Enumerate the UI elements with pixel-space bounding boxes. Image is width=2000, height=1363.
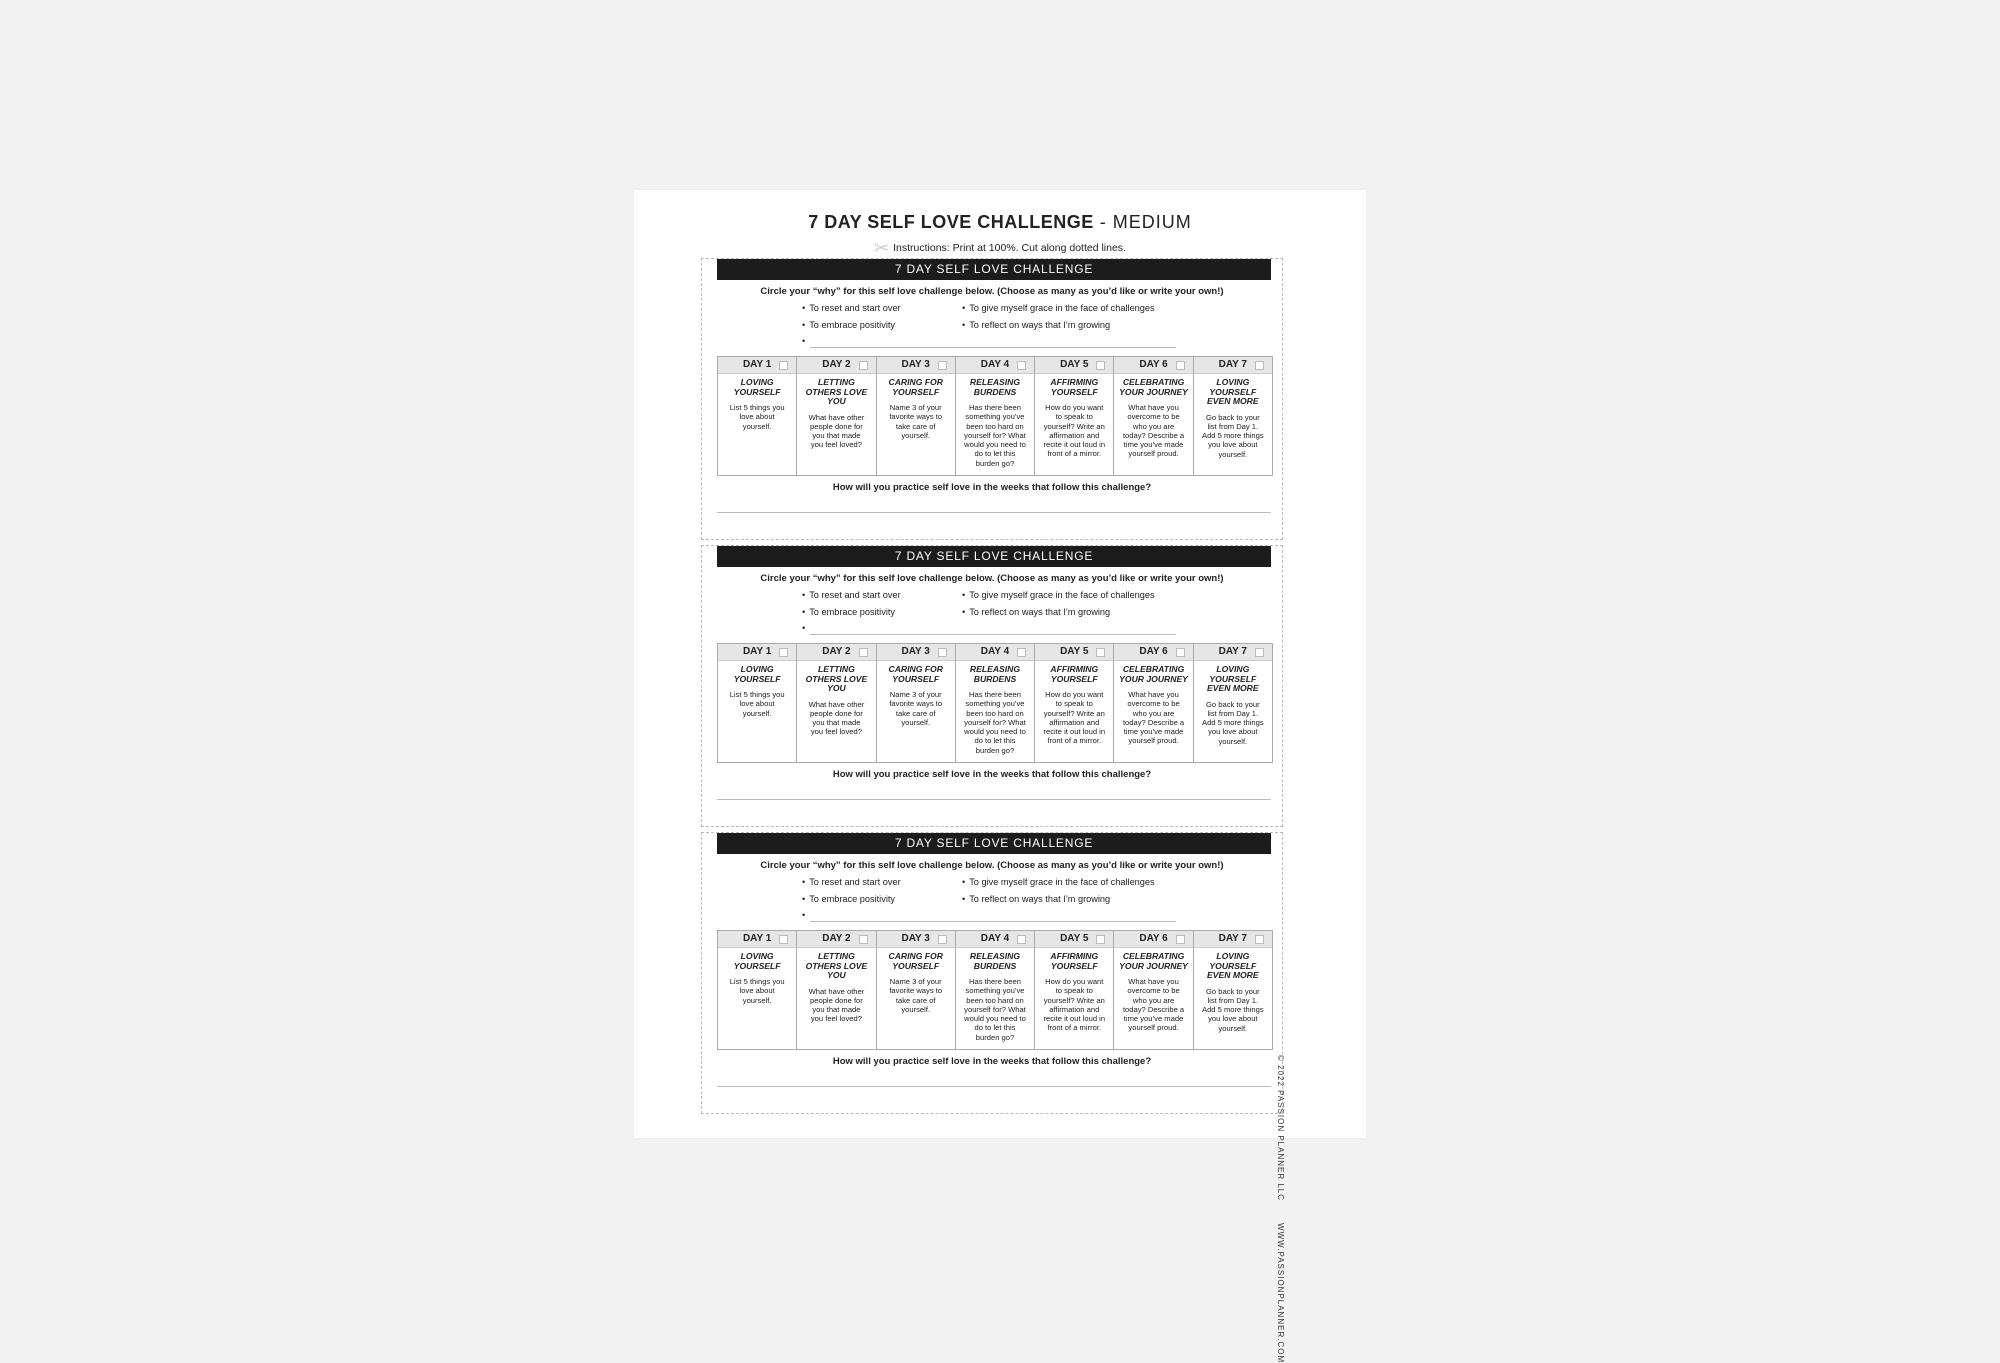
why-option[interactable]: • To give myself grace in the face of challenges xyxy=(962,590,1155,600)
day-prompt: Has there been something you’ve been too hard on yourself for? What would you need to do to let this burden go? xyxy=(964,977,1026,1042)
day-theme: AFFIRMING YOURSELF xyxy=(1050,951,1099,971)
day-column xyxy=(1194,644,1272,762)
day-theme: RELEASING BURDENS xyxy=(969,377,1021,397)
challenge-card xyxy=(701,258,1283,540)
day-header xyxy=(797,357,875,374)
day-header xyxy=(1114,644,1192,661)
day-label: DAY 2 xyxy=(822,646,851,657)
day-header xyxy=(1194,644,1272,661)
answer-line[interactable] xyxy=(717,799,1271,800)
day-header xyxy=(877,644,955,661)
day-theme: RELEASING BURDENS xyxy=(969,664,1021,684)
day-header xyxy=(797,931,875,948)
day-checkbox[interactable] xyxy=(779,648,788,657)
day-theme: LOVING YOURSELF EVEN MORE xyxy=(1207,664,1259,693)
challenge-card xyxy=(701,545,1283,827)
instructions: ✂ Instructions: Print at 100%. Cut along dotted lines. xyxy=(874,238,1126,258)
day-prompt: What have other people done for you that made you feel loved? xyxy=(808,986,865,1024)
day-checkbox[interactable] xyxy=(1017,361,1026,370)
challenge-card xyxy=(701,832,1283,1114)
day-theme: CARING FOR YOURSELF xyxy=(888,664,943,684)
page-title: 7 DAY SELF LOVE CHALLENGE - MEDIUM xyxy=(808,212,1192,232)
day-label: DAY 6 xyxy=(1139,646,1168,657)
day-column xyxy=(877,357,956,475)
day-column xyxy=(718,931,797,1049)
day-label: DAY 1 xyxy=(742,646,772,657)
why-option[interactable]: • To reset and start over xyxy=(802,590,901,600)
day-checkbox[interactable] xyxy=(1096,935,1105,944)
day-prompt: What have you overcome to be who you are today? Describe a time you’ve made yourself proud. xyxy=(1122,977,1185,1033)
day-checkbox[interactable] xyxy=(859,361,868,370)
day-column xyxy=(1114,357,1193,475)
write-in-line[interactable] xyxy=(810,634,1176,635)
day-label: DAY 4 xyxy=(980,359,1010,370)
followup-question: How will you practice self love in the weeks that follow this challenge? xyxy=(832,482,1152,493)
day-column xyxy=(797,644,876,762)
day-header xyxy=(956,931,1034,948)
day-column xyxy=(956,931,1035,1049)
day-header xyxy=(956,357,1034,374)
day-label: DAY 4 xyxy=(980,933,1010,944)
day-column xyxy=(877,644,956,762)
why-prompt: Circle your “why” for this self love challenge below. (Choose as many as you’d like or write your own!) xyxy=(760,860,1224,871)
day-checkbox[interactable] xyxy=(1176,935,1185,944)
day-checkbox[interactable] xyxy=(1176,361,1185,370)
day-header xyxy=(956,644,1034,661)
day-header xyxy=(877,357,955,374)
day-theme: CELEBRATING YOUR JOURNEY xyxy=(1119,951,1188,971)
day-label: DAY 7 xyxy=(1218,646,1247,657)
day-prompt: Name 3 of your favorite ways to take care of yourself. xyxy=(889,977,943,1014)
day-column xyxy=(797,931,876,1049)
day-label: DAY 7 xyxy=(1218,359,1247,370)
day-checkbox[interactable] xyxy=(1255,361,1264,370)
why-option[interactable]: • To reset and start over xyxy=(802,303,901,313)
day-prompt: What have other people done for you that made you feel loved? xyxy=(808,699,865,737)
day-prompt: Has there been something you’ve been too hard on yourself for? What would you need to do to let this burden go? xyxy=(964,403,1026,468)
day-header xyxy=(1035,644,1113,661)
days-grid xyxy=(717,356,1273,476)
printable-page xyxy=(634,190,1366,1363)
day-label: DAY 3 xyxy=(901,359,930,370)
day-label: DAY 3 xyxy=(901,646,930,657)
day-prompt: Go back to your list from Day 1. Add 5 more things you love about yourself. xyxy=(1202,412,1264,459)
why-option[interactable]: • To reflect on ways that I’m growing xyxy=(962,607,1110,617)
day-checkbox[interactable] xyxy=(1017,935,1026,944)
day-checkbox[interactable] xyxy=(1096,361,1105,370)
day-header xyxy=(1194,357,1272,374)
day-label: DAY 5 xyxy=(1060,646,1089,657)
day-header xyxy=(1035,357,1113,374)
day-prompt: List 5 things you love about yourself. xyxy=(729,690,785,718)
day-checkbox[interactable] xyxy=(1255,648,1264,657)
day-theme: LETTING OTHERS LOVE YOU xyxy=(805,951,868,980)
day-label: DAY 6 xyxy=(1139,933,1168,944)
why-option[interactable]: • To reset and start over xyxy=(802,877,901,887)
day-prompt: List 5 things you love about yourself. xyxy=(729,977,785,1005)
card-header: 7 DAY SELF LOVE CHALLENGE xyxy=(717,546,1271,567)
day-label: DAY 4 xyxy=(980,646,1010,657)
day-column xyxy=(1114,931,1193,1049)
day-prompt: Name 3 of your favorite ways to take care of yourself. xyxy=(889,403,943,440)
day-prompt: Go back to your list from Day 1. Add 5 more things you love about yourself. xyxy=(1202,699,1264,746)
day-label: DAY 3 xyxy=(901,933,930,944)
day-prompt: How do you want to speak to yourself? Write an affirmation and recite it out loud in front of a mirror. xyxy=(1043,690,1106,746)
day-label: DAY 2 xyxy=(822,359,851,370)
day-checkbox[interactable] xyxy=(938,648,947,657)
day-column xyxy=(877,931,956,1049)
day-header xyxy=(718,357,796,374)
day-checkbox[interactable] xyxy=(859,648,868,657)
day-header xyxy=(1114,357,1192,374)
day-theme: RELEASING BURDENS xyxy=(969,951,1021,971)
day-prompt: List 5 things you love about yourself. xyxy=(729,403,785,431)
day-label: DAY 5 xyxy=(1060,359,1089,370)
day-checkbox[interactable] xyxy=(779,361,788,370)
day-checkbox[interactable] xyxy=(938,361,947,370)
followup-question: How will you practice self love in the weeks that follow this challenge? xyxy=(832,1056,1152,1067)
day-prompt: What have other people done for you that made you feel loved? xyxy=(808,412,865,450)
day-theme: AFFIRMING YOURSELF xyxy=(1050,377,1099,397)
day-column xyxy=(1194,931,1272,1049)
day-prompt: What have you overcome to be who you are today? Describe a time you’ve made yourself proud. xyxy=(1122,690,1185,746)
day-prompt: How do you want to speak to yourself? Write an affirmation and recite it out loud in front of a mirror. xyxy=(1043,403,1106,459)
day-theme: CARING FOR YOURSELF xyxy=(888,951,943,971)
why-prompt: Circle your “why” for this self love challenge below. (Choose as many as you’d like or write your own!) xyxy=(760,286,1224,297)
why-option[interactable]: • To give myself grace in the face of challenges xyxy=(962,877,1155,887)
day-checkbox[interactable] xyxy=(779,935,788,944)
scissors-icon: ✂ xyxy=(874,238,890,258)
day-checkbox[interactable] xyxy=(1017,648,1026,657)
followup-question: How will you practice self love in the weeks that follow this challenge? xyxy=(832,769,1152,780)
day-header xyxy=(718,644,796,661)
why-option[interactable]: • To reflect on ways that I’m growing xyxy=(962,894,1110,904)
day-theme: AFFIRMING YOURSELF xyxy=(1050,664,1099,684)
day-column xyxy=(797,357,876,475)
copyright-notice: © 2022 PASSION PLANNER LLCWWW.PASSIONPLANNER.COM xyxy=(1276,1055,1285,1363)
write-in-bullet: • xyxy=(802,623,806,633)
day-label: DAY 1 xyxy=(742,359,772,370)
day-label: DAY 2 xyxy=(822,933,851,944)
day-theme: CELEBRATING YOUR JOURNEY xyxy=(1119,377,1188,397)
day-theme: LOVING YOURSELF xyxy=(733,951,781,971)
day-label: DAY 6 xyxy=(1139,359,1168,370)
day-label: DAY 7 xyxy=(1218,933,1247,944)
day-column xyxy=(1035,644,1114,762)
day-header xyxy=(797,644,875,661)
day-column xyxy=(1035,357,1114,475)
day-checkbox[interactable] xyxy=(859,935,868,944)
day-header xyxy=(718,931,796,948)
write-in-line[interactable] xyxy=(810,347,1176,348)
answer-line[interactable] xyxy=(717,512,1271,513)
day-theme: LETTING OTHERS LOVE YOU xyxy=(805,377,868,406)
write-in-bullet: • xyxy=(802,336,806,346)
day-theme: LETTING OTHERS LOVE YOU xyxy=(805,664,868,693)
card-header: 7 DAY SELF LOVE CHALLENGE xyxy=(717,259,1271,280)
day-column xyxy=(1035,931,1114,1049)
write-in-bullet: • xyxy=(802,910,806,920)
day-checkbox[interactable] xyxy=(1255,935,1264,944)
days-grid xyxy=(717,643,1273,763)
day-column xyxy=(1114,644,1193,762)
days-grid xyxy=(717,930,1273,1050)
day-prompt: Has there been something you’ve been too hard on yourself for? What would you need to do to let this burden go? xyxy=(964,690,1026,755)
day-column xyxy=(718,357,797,475)
day-label: DAY 1 xyxy=(742,933,772,944)
day-header xyxy=(1114,931,1192,948)
day-header xyxy=(1035,931,1113,948)
day-prompt: Name 3 of your favorite ways to take care of yourself. xyxy=(889,690,943,727)
day-prompt: Go back to your list from Day 1. Add 5 more things you love about yourself. xyxy=(1202,986,1264,1033)
day-prompt: What have you overcome to be who you are today? Describe a time you’ve made yourself proud. xyxy=(1122,403,1185,459)
day-theme: LOVING YOURSELF xyxy=(733,664,781,684)
day-header xyxy=(877,931,955,948)
day-column xyxy=(1194,357,1272,475)
card-header: 7 DAY SELF LOVE CHALLENGE xyxy=(717,833,1271,854)
day-checkbox[interactable] xyxy=(1096,648,1105,657)
write-in-line[interactable] xyxy=(810,921,1176,922)
why-prompt: Circle your “why” for this self love challenge below. (Choose as many as you’d like or write your own!) xyxy=(760,573,1224,584)
why-option[interactable]: • To reflect on ways that I’m growing xyxy=(962,320,1110,330)
why-option[interactable]: • To give myself grace in the face of challenges xyxy=(962,303,1155,313)
day-theme: CARING FOR YOURSELF xyxy=(888,377,943,397)
day-header xyxy=(1194,931,1272,948)
why-option[interactable]: • To embrace positivity xyxy=(802,320,895,330)
day-column xyxy=(718,644,797,762)
why-option[interactable]: • To embrace positivity xyxy=(802,607,895,617)
day-prompt: How do you want to speak to yourself? Write an affirmation and recite it out loud in front of a mirror. xyxy=(1043,977,1106,1033)
day-label: DAY 5 xyxy=(1060,933,1089,944)
day-checkbox[interactable] xyxy=(938,935,947,944)
day-theme: LOVING YOURSELF xyxy=(733,377,781,397)
day-column xyxy=(956,357,1035,475)
day-column xyxy=(956,644,1035,762)
day-theme: LOVING YOURSELF EVEN MORE xyxy=(1207,951,1259,980)
day-checkbox[interactable] xyxy=(1176,648,1185,657)
day-theme: CELEBRATING YOUR JOURNEY xyxy=(1119,664,1188,684)
why-option[interactable]: • To embrace positivity xyxy=(802,894,895,904)
answer-line[interactable] xyxy=(717,1086,1271,1087)
day-theme: LOVING YOURSELF EVEN MORE xyxy=(1207,377,1259,406)
